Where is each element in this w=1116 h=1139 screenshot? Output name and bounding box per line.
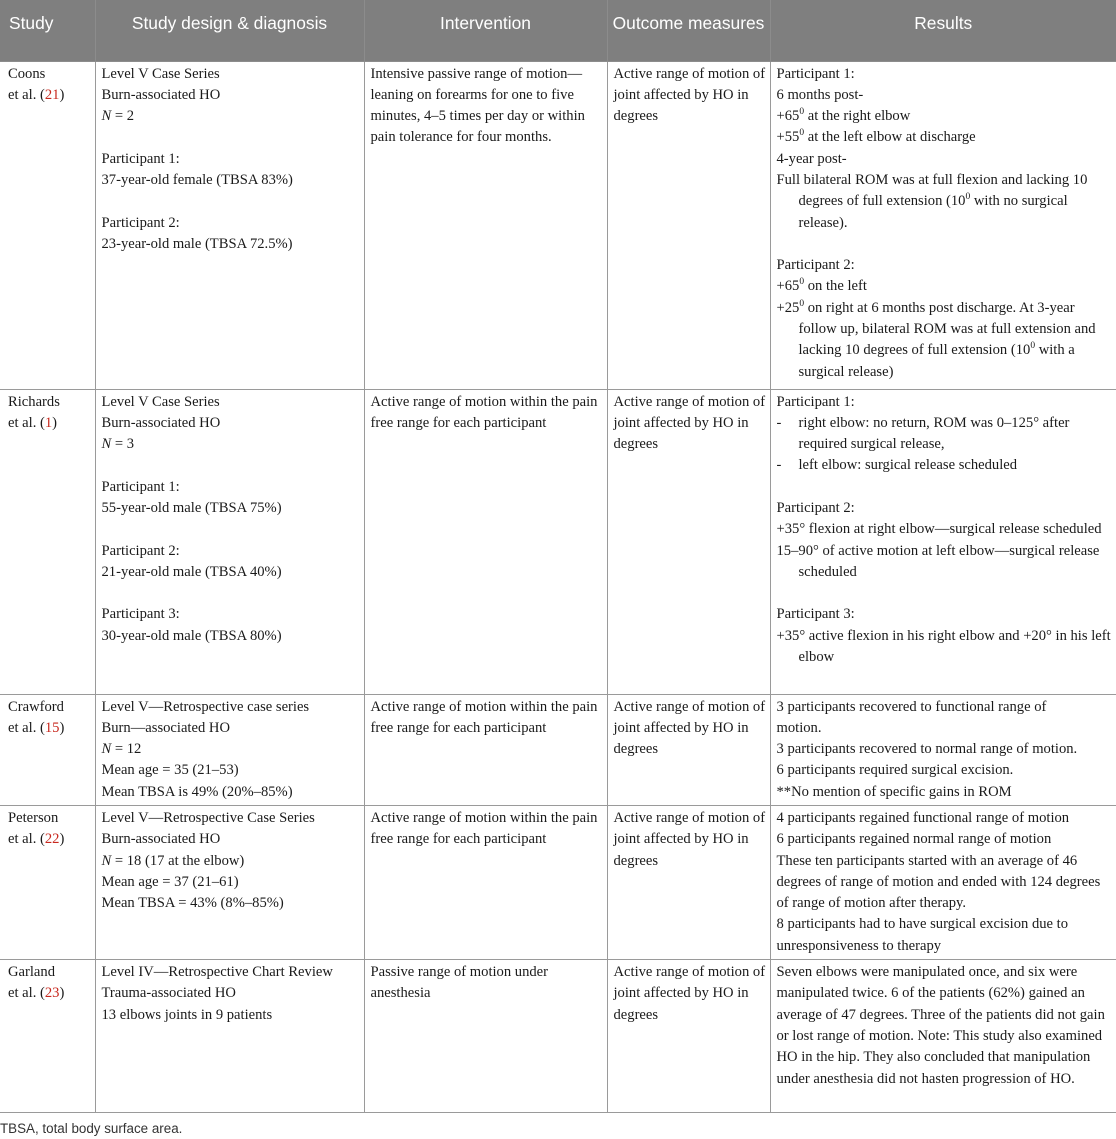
design-level: Level V—Retrospective Case Series (101, 809, 315, 826)
reference-link[interactable]: 15 (44, 719, 60, 736)
results-line: These ten participants started with an average of 46 degrees of range of motion and ended with 124 degrees of range of motion after therapy. (776, 852, 1101, 912)
results-line: +35° active flexion in his right elbow and +20° in his left elbow (776, 627, 1111, 666)
intervention-cell: Intensive passive range of motion—leaning on forearms for one to five minutes, 4–5 times per day or within pain tolerance for four months. (364, 61, 607, 389)
dash-marker: - (776, 414, 782, 431)
study-author: Coons (8, 65, 46, 82)
degree-superscript: 0 (799, 107, 805, 118)
design-diagnosis: Trauma-associated HO (101, 985, 236, 1002)
degree-superscript: 0 (1030, 341, 1036, 352)
spacer (102, 191, 360, 212)
etal-text: et al. ( (8, 86, 45, 103)
table-row (0, 61, 1116, 389)
results-cell (770, 805, 1116, 959)
spacer (777, 477, 1113, 498)
degree-superscript: 0 (799, 298, 805, 309)
n-value: = 12 (111, 741, 142, 758)
study-author: Peterson (8, 809, 59, 826)
results-value: +65 (776, 278, 800, 295)
participant-detail: 30-year-old male (TBSA 80%) (101, 627, 282, 644)
reference-link[interactable]: 1 (44, 414, 53, 431)
results-text: Full bilateral ROM was at full flexion and lacking 10 degrees of full extension (10 (776, 171, 1088, 210)
reference-link[interactable]: 22 (44, 831, 60, 848)
results-line: 4-year post- (776, 150, 847, 167)
participant-detail: 21-year-old male (TBSA 40%) (101, 563, 282, 580)
results-value: +65 (776, 108, 800, 125)
participant-label: Participant 2: (101, 214, 180, 231)
dash-marker: - (776, 457, 782, 474)
design-level: Level IV—Retrospective Chart Review (101, 964, 333, 981)
study-citation (8, 829, 91, 850)
reference-link[interactable]: 23 (44, 985, 60, 1002)
study-citation (8, 718, 91, 739)
results-cell: Seven elbows were manipulated once, and six were manipulated twice. 6 of the patients (62%) gained an average of 47 degrees. Three of the patients did not gain or lost range of motion. Note: This study also examined HO in the hip. They also concluded that manipulation under anesthesia did not hasten progression of HO. (770, 960, 1116, 1113)
results-line: +35° flexion at right elbow—surgical release scheduled (776, 521, 1102, 538)
results-line (777, 127, 1113, 148)
outcome-cell: Active range of motion of joint affected by HO in degrees (607, 960, 770, 1113)
results-participant-label: Participant 2: (776, 499, 855, 516)
results-line: 6 participants regained normal range of motion (776, 831, 1052, 848)
results-line (777, 298, 1113, 383)
spacer (777, 234, 1113, 255)
results-text: with no surgical release). (798, 193, 1068, 231)
results-line: 6 months post- (776, 86, 864, 103)
results-line: 15–90° of active motion at left elbow—surgical release scheduled (776, 542, 1100, 580)
intervention-cell: Active range of motion within the pain free range for each participant (364, 805, 607, 959)
n-label: N (101, 852, 112, 869)
study-cell (0, 389, 95, 694)
etal-text: et al. ( (8, 719, 45, 736)
n-value: = 3 (111, 436, 135, 453)
results-line (777, 106, 1113, 127)
results-line: **No mention of specific gains in ROM (776, 783, 1012, 800)
results-text: on right at 6 months post discharge. At 3-year follow up, bilateral ROM was at full extension and lacking 10 degrees of full extension (10 (798, 299, 1096, 359)
table-row (0, 960, 1116, 1113)
results-text: at the left elbow at discharge (804, 129, 976, 146)
paren-close: ) (59, 985, 65, 1002)
study-cell (0, 805, 95, 959)
header-study: Study (0, 0, 95, 61)
design-level: Level V—Retrospective case series (101, 698, 310, 715)
header-row (0, 0, 1116, 61)
study-cell (0, 61, 95, 389)
results-text: with a surgical release) (798, 342, 1075, 380)
design-mean-tbsa: Mean TBSA is 49% (20%–85%) (101, 783, 293, 800)
spacer (102, 583, 360, 604)
study-cell (0, 694, 95, 805)
paren-close: ) (59, 86, 65, 103)
design-sample-size (102, 106, 360, 127)
degree-superscript: 0 (799, 128, 805, 139)
etal-text: et al. ( (8, 831, 45, 848)
results-line: 3 participants recovered to functional range of motion. (776, 698, 1047, 736)
reference-link[interactable]: 21 (44, 86, 60, 103)
study-citation (8, 85, 91, 106)
design-cell (95, 960, 364, 1113)
results-value: +55 (776, 129, 800, 146)
results-line: 3 participants recovered to normal range of motion. (776, 741, 1078, 758)
participant-label: Participant 2: (101, 542, 180, 559)
paren-close: ) (59, 719, 65, 736)
design-diagnosis: Burn-associated HO (101, 86, 221, 103)
spacer (102, 127, 360, 148)
design-cell (95, 805, 364, 959)
design-cell (95, 389, 364, 694)
results-participant-label: Participant 1: (776, 393, 855, 410)
study-citation (8, 413, 91, 434)
results-text: right elbow: no return, ROM was 0–125° after required surgical release, (798, 414, 1070, 453)
results-participant-label: Participant 2: (776, 257, 855, 274)
study-author: Garland (8, 964, 56, 981)
design-mean-tbsa: Mean TBSA = 43% (8%–85%) (101, 895, 284, 912)
spacer (102, 519, 360, 540)
design-level: Level V Case Series (101, 65, 220, 82)
participant-label: Participant 1: (101, 478, 180, 495)
header-results: Results (770, 0, 1116, 61)
etal-text: et al. ( (8, 985, 45, 1002)
design-mean-age: Mean age = 37 (21–61) (101, 873, 239, 890)
design-sample-size: 13 elbows joints in 9 patients (101, 1006, 273, 1023)
outcome-cell: Active range of motion of joint affected by HO in degrees (607, 389, 770, 694)
header-design: Study design & diagnosis (95, 0, 364, 61)
design-cell (95, 61, 364, 389)
header-intervention: Intervention (364, 0, 607, 61)
results-line (777, 170, 1113, 234)
participant-label: Participant 1: (101, 150, 180, 167)
design-mean-age: Mean age = 35 (21–53) (101, 762, 239, 779)
outcome-cell: Active range of motion of joint affected by HO in degrees (607, 805, 770, 959)
results-cell (770, 389, 1116, 694)
results-participant-label: Participant 3: (776, 606, 855, 623)
study-citation (8, 983, 91, 1004)
participant-detail: 55-year-old male (TBSA 75%) (101, 499, 282, 516)
intervention-cell: Passive range of motion under anesthesia (364, 960, 607, 1113)
n-value: = 18 (17 at the elbow) (111, 852, 245, 869)
table-row (0, 805, 1116, 959)
design-diagnosis: Burn—associated HO (101, 719, 230, 736)
outcome-cell: Active range of motion of joint affected by HO in degrees (607, 694, 770, 805)
outcome-cell: Active range of motion of joint affected by HO in degrees (607, 61, 770, 389)
design-diagnosis: Burn-associated HO (101, 414, 221, 431)
participant-detail: 37-year-old female (TBSA 83%) (101, 171, 293, 188)
table-row (0, 694, 1116, 805)
participant-detail: 23-year-old male (TBSA 72.5%) (101, 235, 293, 252)
header-outcome: Outcome measures (607, 0, 770, 61)
design-sample-size (102, 434, 360, 455)
n-value: = 2 (111, 108, 135, 125)
etal-text: et al. ( (8, 414, 45, 431)
results-cell (770, 694, 1116, 805)
design-level: Level V Case Series (101, 393, 220, 410)
design-sample-size (102, 739, 360, 760)
participant-label: Participant 3: (101, 606, 180, 623)
n-label: N (101, 436, 112, 453)
results-value: +25 (776, 299, 800, 316)
table-row (0, 389, 1116, 694)
degree-superscript: 0 (965, 192, 971, 203)
results-text: on the left (804, 278, 867, 295)
degree-superscript: 0 (799, 277, 805, 288)
paren-close: ) (59, 831, 65, 848)
n-label: N (101, 741, 112, 758)
design-sample-size (102, 851, 360, 872)
results-bullet (777, 413, 1113, 456)
results-participant-label: Participant 1: (776, 65, 855, 82)
paren-close: ) (52, 414, 58, 431)
spacer (102, 455, 360, 476)
study-cell (0, 960, 95, 1113)
spacer (777, 583, 1113, 604)
results-line: 8 participants had to have surgical excision due to unresponsiveness to therapy (776, 916, 1069, 954)
results-line (777, 276, 1113, 297)
n-label: N (101, 108, 112, 125)
intervention-cell: Active range of motion within the pain free range for each participant (364, 389, 607, 694)
results-line: 6 participants required surgical excision. (776, 762, 1014, 779)
table-footnote: TBSA, total body surface area. (0, 1121, 183, 1136)
study-author: Crawford (8, 698, 64, 715)
results-text: at the right elbow (804, 108, 911, 125)
results-bullet (777, 455, 1113, 476)
design-cell (95, 694, 364, 805)
design-diagnosis: Burn-associated HO (101, 831, 221, 848)
results-line: 4 participants regained functional range of motion (776, 809, 1070, 826)
intervention-cell: Active range of motion within the pain free range for each participant (364, 694, 607, 805)
results-text: left elbow: surgical release scheduled (798, 457, 1018, 474)
study-author: Richards (8, 393, 60, 410)
results-cell (770, 61, 1116, 389)
